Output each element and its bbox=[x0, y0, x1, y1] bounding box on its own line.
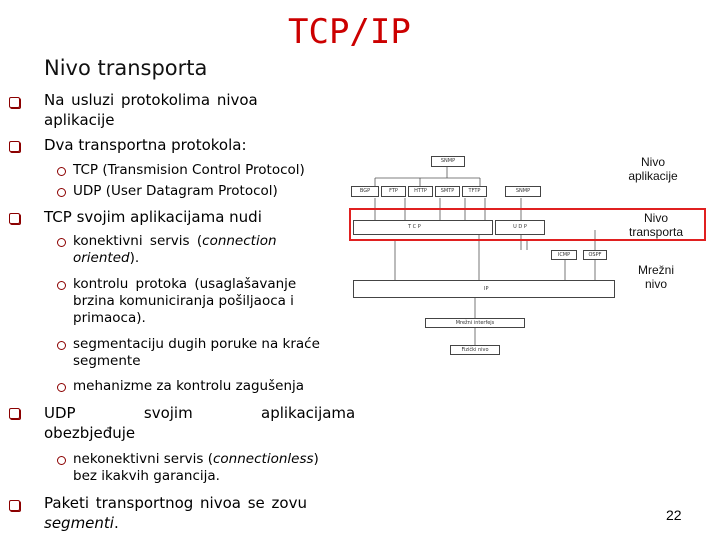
bullet-1-line1: Na usluzi protokolima nivoa bbox=[44, 91, 258, 109]
label-network-1: Mrežni bbox=[637, 263, 674, 277]
label-network-2: nivo bbox=[644, 277, 667, 291]
label-network-layer bbox=[618, 263, 694, 291]
udp-feature-1-line2: bez ikakvih garancija. bbox=[73, 468, 220, 484]
protocol-tcp: TCP (Transmision Control Protocol) bbox=[73, 162, 305, 178]
bullet-3: TCP svojim aplikacijama nudi bbox=[44, 208, 262, 226]
bullet-4-line2: obezbjeđuje bbox=[44, 424, 136, 442]
diagram-box-3: HTTP bbox=[408, 186, 433, 197]
diagram-box-netif: Mrežni interfejs bbox=[425, 318, 525, 328]
diagram-box-ip: IP bbox=[353, 280, 615, 298]
tcp-feature-3-line1: segmentaciju dugih poruke na kraće bbox=[73, 336, 320, 352]
bullet-5-line1: Paketi transportnog nivoa se zovu bbox=[44, 494, 307, 512]
bullet-1 bbox=[44, 90, 336, 130]
label-transport-1: Nivo bbox=[643, 211, 668, 225]
sub-bullet-icon bbox=[57, 281, 66, 290]
tcp-feature-1-end: ). bbox=[129, 250, 140, 266]
udp-feature-1 bbox=[73, 451, 343, 485]
label-transport-2: transporta bbox=[628, 225, 684, 239]
bullet-5 bbox=[44, 493, 336, 533]
tcp-feature-2-line3: primaoca). bbox=[73, 310, 146, 326]
sub-bullet-icon bbox=[57, 167, 66, 176]
tcp-feature-1-italic-2: oriented bbox=[73, 250, 130, 266]
bullet-icon bbox=[9, 141, 20, 152]
bullet-icon bbox=[9, 213, 20, 224]
diagram-box-1: BGP bbox=[351, 186, 379, 197]
bullet-5-italic: segmenti bbox=[44, 514, 114, 532]
diagram-box-tcp: T C P bbox=[353, 220, 493, 235]
diagram-box-4: SMTP bbox=[435, 186, 460, 197]
page-number: 22 bbox=[666, 507, 682, 523]
sub-bullet-icon bbox=[57, 456, 66, 465]
label-app-layer bbox=[618, 155, 688, 183]
sub-bullet-icon bbox=[57, 341, 66, 350]
bullet-icon bbox=[9, 408, 20, 419]
label-app-2: aplikacije bbox=[628, 169, 678, 183]
bullet-4-line1: UDP svojim aplikacijama bbox=[44, 404, 356, 422]
diagram-box-2: FTP bbox=[381, 186, 406, 197]
diagram-box-udp: U D P bbox=[495, 220, 545, 235]
diagram-box-5: TFTP bbox=[462, 186, 487, 197]
bullet-1-line2: aplikacije bbox=[44, 111, 115, 129]
protocol-udp: UDP (User Datagram Protocol) bbox=[73, 183, 278, 199]
tcp-feature-2-line1: kontrolu protoka (usaglašavanje bbox=[73, 276, 297, 292]
bullet-icon bbox=[9, 500, 20, 511]
diagram-box-top: SNMP bbox=[431, 156, 465, 167]
udp-feature-1-text: nekonektivni servis ( bbox=[73, 451, 213, 467]
label-transport-layer bbox=[618, 211, 694, 239]
sub-bullet-icon bbox=[57, 188, 66, 197]
tcp-feature-1-text: konektivni servis ( bbox=[73, 233, 203, 249]
tcp-feature-3-line2: segmente bbox=[73, 353, 141, 369]
udp-feature-1-italic: connectionless bbox=[213, 451, 314, 467]
diagram-box-ospf: OSPF bbox=[583, 250, 607, 260]
tcp-feature-1-italic: connection bbox=[202, 233, 277, 249]
diagram-box-phys: Fizički nivo bbox=[450, 345, 500, 355]
bullet-2: Dva transportna protokola: bbox=[44, 136, 247, 154]
tcp-feature-2-line2: brzina komuniciranja pošiljaoca i bbox=[73, 293, 294, 309]
bullet-4 bbox=[44, 403, 356, 443]
bullet-icon bbox=[9, 97, 20, 108]
bullet-5-end: . bbox=[113, 514, 119, 532]
label-app-1: Nivo bbox=[640, 155, 665, 169]
tcp-feature-2 bbox=[73, 276, 335, 327]
tcp-feature-3 bbox=[73, 336, 338, 370]
slide-title: TCP/IP bbox=[288, 12, 411, 52]
tcp-feature-1 bbox=[73, 233, 335, 267]
diagram-box-icmp: ICMP bbox=[551, 250, 577, 260]
sub-bullet-icon bbox=[57, 383, 66, 392]
sub-bullet-icon bbox=[57, 238, 66, 247]
slide-subtitle: Nivo transporta bbox=[44, 56, 208, 80]
diagram-box-snmp: SNMP bbox=[505, 186, 541, 197]
udp-feature-1-paren: ) bbox=[313, 451, 319, 467]
tcp-feature-4: mehanizme za kontrolu zagušenja bbox=[73, 378, 305, 394]
